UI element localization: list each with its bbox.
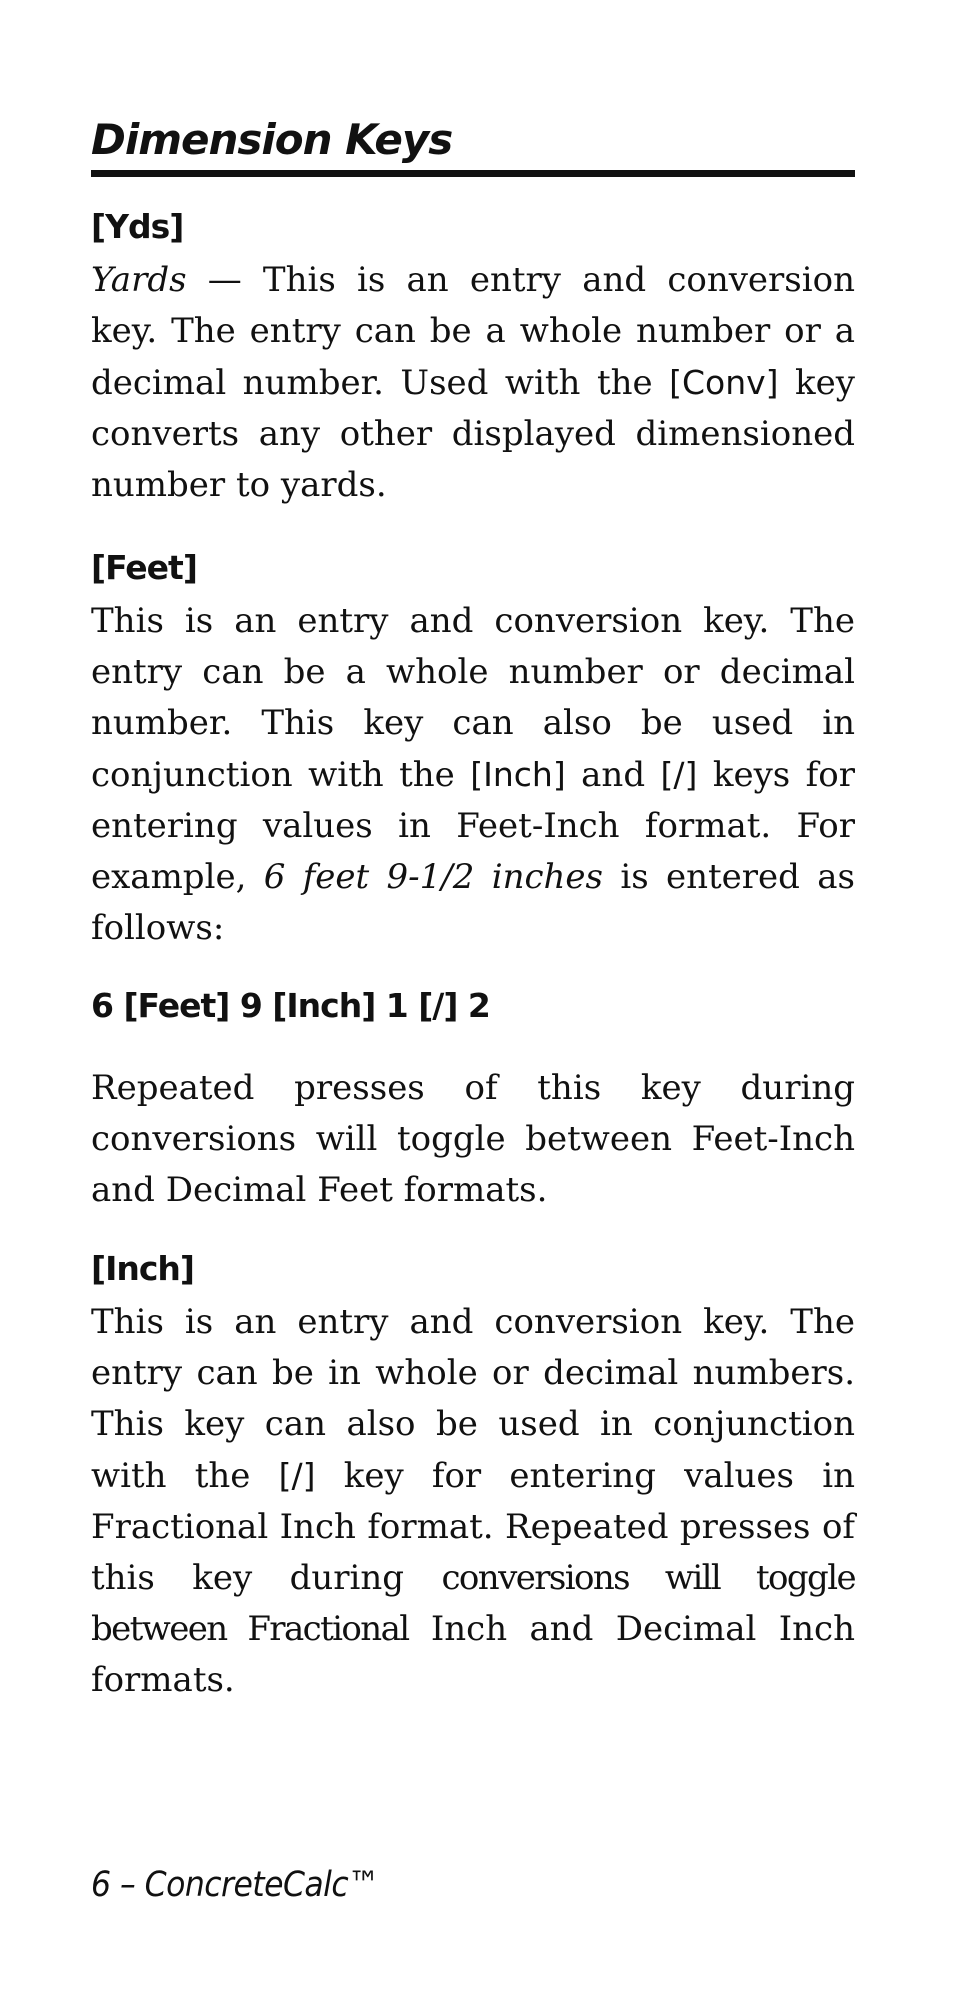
page-footer — [91, 1862, 411, 1908]
yds-key-heading: [Yds] — [91, 207, 184, 246]
yds-text-2: key converts any other displayed dimensioned number to yards. — [91, 363, 855, 505]
feet-key-description — [91, 596, 855, 954]
inch-text-1: This is an entry and conversion key. The entry can be in whole or decimal numbers. This key can also be used in conjunction with the — [91, 1302, 855, 1496]
inch-key-reference: [Inch] — [470, 755, 566, 794]
feet-text-1: This is an entry and conversion key. The entry can be a whole number or decimal number. This key can also be used in conjunction with the — [91, 601, 855, 795]
inch-fraction-key-reference: [/] — [278, 1456, 316, 1495]
yards-term: Yards — [91, 260, 187, 300]
inch-key-heading: [Inch] — [91, 1249, 194, 1288]
title-divider — [91, 170, 855, 177]
yds-text-1: — This is an entry and conversion key. The entry can be a whole number or a decimal number. Used with the — [91, 260, 855, 403]
feet-key-heading: [Feet] — [91, 548, 197, 587]
fraction-key-reference: [/] — [660, 755, 698, 794]
yds-key-description — [91, 255, 855, 511]
feet-toggle-description: Repeated presses of this key during conversions will toggle between Feet-Inch and Decimal Feet formats. — [91, 1068, 855, 1210]
feet-text-4: is entered as follows: — [91, 857, 855, 948]
feet-text-3: keys for entering values in Feet-Inch format. For example, — [91, 755, 855, 897]
feet-example-italic: 6 feet 9-1/2 inches — [263, 857, 603, 897]
inch-text-2: key for entering values in Fractional Inch format. Repeated presses of this key during — [91, 1456, 855, 1598]
section-title: Dimension Keys — [91, 115, 453, 164]
inch-key-description — [91, 1297, 855, 1706]
conv-key-reference: [Conv] — [669, 363, 779, 402]
inch-text-3: conversions will toggle between Fractional — [91, 1558, 855, 1649]
footer-page-label: 6 – ConcreteCalc™ — [91, 1865, 380, 1905]
feet-text-2: and — [565, 755, 661, 795]
feet-example-keystrokes: 6 [Feet] 9 [Inch] 1 [/] 2 — [91, 986, 490, 1025]
inch-text-4: Inch and Decimal Inch formats. — [91, 1609, 855, 1700]
